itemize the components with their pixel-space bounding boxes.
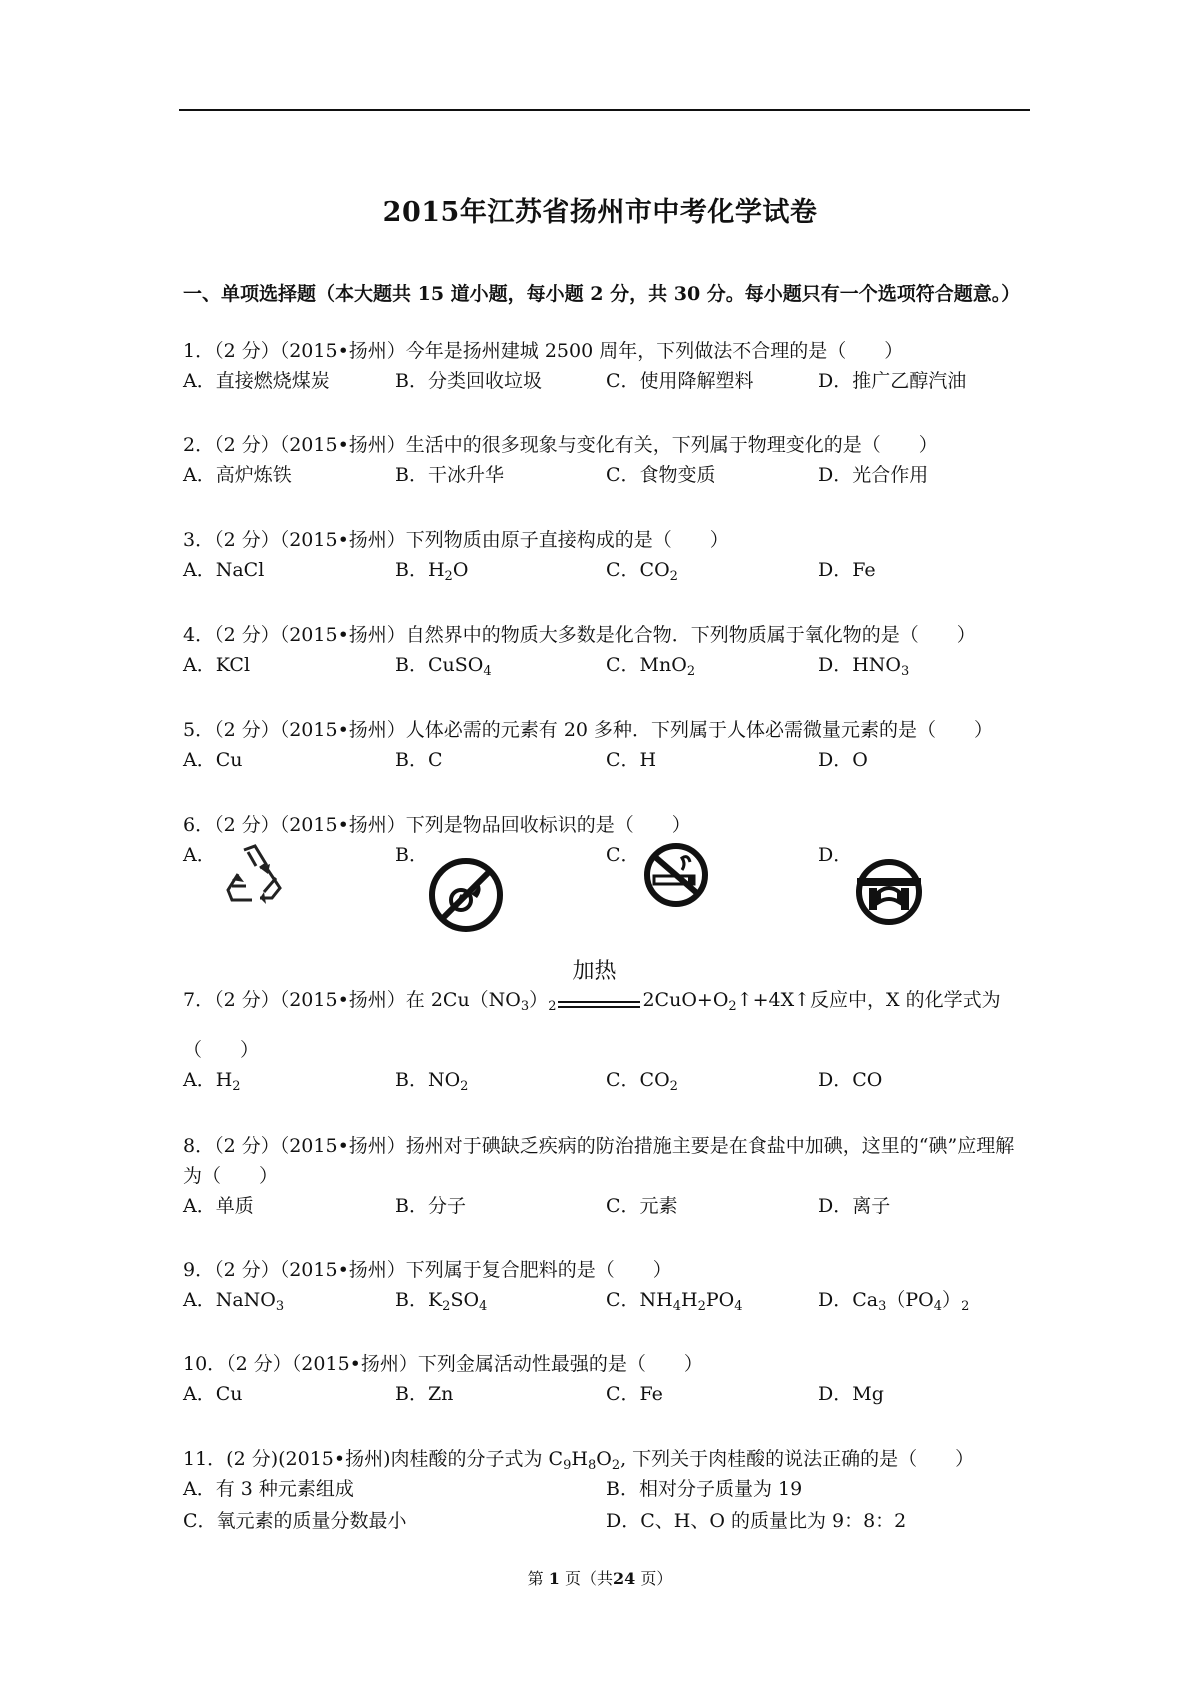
question-stem: 10．（2 分）（2015•扬州）下列金属活动性最强的是（ ） <box>183 1353 703 1375</box>
option-a[interactable]: A．KCl <box>183 654 251 676</box>
question-1 <box>183 336 1033 398</box>
question-stem: 1．（2 分）（2015•扬州）今年是扬州建城 2500 周年，下列做法不合理的是（ ） <box>183 340 904 362</box>
question-10 <box>183 1349 1033 1411</box>
option-b[interactable]: B．干冰升华 <box>395 464 504 486</box>
option-d[interactable]: D．$Ca_3(PO_4)_2$ <box>818 1289 970 1314</box>
answer-bracket: （ ） <box>183 1039 260 1061</box>
option-c[interactable]: C．氧元素的质量分数最小 <box>183 1510 407 1532</box>
option-d[interactable]: D．光合作用 <box>818 464 929 486</box>
question-stem: 2．（2 分）（2015•扬州）生活中的很多现象与变化有关，下列属于物理变化的是（ ） <box>183 434 938 456</box>
option-c[interactable]: C．元素 <box>606 1195 678 1217</box>
option-b[interactable]: B．分类回收垃圾 <box>395 370 542 392</box>
option-d[interactable]: D．Fe <box>818 559 876 581</box>
question-9 <box>183 1255 1033 1317</box>
option-a[interactable]: A．直接燃烧煤炭 <box>183 370 330 392</box>
option-b[interactable]: B．相对分子质量为 19 <box>606 1478 803 1500</box>
question-3 <box>183 525 1033 587</box>
option-c[interactable]: C．Fe <box>606 1383 663 1405</box>
question-stem: 5．（2 分）（2015•扬州）人体必需的元素有 20 多种．下列属于人体必需微量元素的是（ ） <box>183 719 994 741</box>
option-b[interactable]: B．$NO_2$ <box>395 1069 469 1094</box>
option-a[interactable]: A．Cu <box>183 1383 243 1405</box>
question-2 <box>183 430 1033 492</box>
option-b[interactable]: B．Zn <box>395 1383 454 1405</box>
option-c[interactable]: C．H <box>606 749 657 771</box>
option-a[interactable]: A．NaCl <box>183 559 265 581</box>
option-b[interactable]: B．分子 <box>395 1195 466 1217</box>
option-b[interactable]: B．C <box>395 749 443 771</box>
question-5 <box>183 715 1033 777</box>
option-c[interactable]: C．$CO_2$ <box>606 559 678 584</box>
question-stem: 4．（2 分）（2015•扬州）自然界中的物质大多数是化合物．下列物质属于氧化物的是（ ） <box>183 624 976 646</box>
option-d[interactable]: D．O <box>818 749 868 771</box>
question-4 <box>183 620 1033 682</box>
option-b[interactable]: B． <box>395 844 428 866</box>
question-stem: 3．（2 分）（2015•扬州）下列物质由原子直接构成的是（ ） <box>183 529 729 551</box>
water-saving-icon[interactable] <box>851 858 927 926</box>
page-title: 2015年江苏省扬州市中考化学试卷 <box>382 197 818 228</box>
option-d[interactable]: D．CO <box>818 1069 883 1091</box>
option-a[interactable]: A．有 3 种元素组成 <box>183 1478 354 1500</box>
option-d[interactable]: D．推广乙醇汽油 <box>818 370 967 392</box>
option-a[interactable]: A．$H_2$ <box>183 1069 241 1094</box>
question-7 <box>183 959 1033 1097</box>
option-c[interactable]: C．食物变质 <box>606 464 716 486</box>
question-stem: 7．（2 分）（2015•扬州）在 $2Cu(NO_3)_2$ 加热 $2CuO+O_2↑+4X↑$反应中，X 的化学式为 <box>183 959 1001 1014</box>
option-c[interactable]: C．$NH_4H_2PO_4$ <box>606 1289 743 1314</box>
page-total: 24 <box>612 1569 636 1588</box>
no-fire-icon[interactable] <box>427 856 505 934</box>
option-c[interactable]: C． <box>606 844 640 866</box>
option-c[interactable]: C．$CO_2$ <box>606 1069 678 1094</box>
question-stem: 6．（2 分）（2015•扬州）下列是物品回收标识的是（ ） <box>183 814 691 836</box>
option-d[interactable]: D．$HNO_3$ <box>818 654 910 679</box>
option-a[interactable]: A． <box>183 844 216 866</box>
question-stem: 9．（2 分）（2015•扬州）下列属于复合肥料的是（ ） <box>183 1259 672 1281</box>
question-stem: 8．（2 分）（2015•扬州）扬州对于碘缺乏疾病的防治措施主要是在食盐中加碘，这里的“碘”应理解为（ ） <box>183 1135 1015 1187</box>
option-a[interactable]: A．高炉炼铁 <box>183 464 292 486</box>
option-d[interactable]: D． <box>818 844 853 866</box>
page-number: 1 <box>548 1569 560 1588</box>
recycle-icon[interactable] <box>220 842 290 906</box>
option-c[interactable]: C．使用降解塑料 <box>606 370 754 392</box>
option-a[interactable]: A．单质 <box>183 1195 254 1217</box>
reaction-condition: 加热 <box>556 985 642 1015</box>
option-a[interactable]: A．Cu <box>183 749 243 771</box>
option-b[interactable]: B．CuSO$_4$ <box>395 654 492 679</box>
question-stem: 11．(2 分)(2015•扬州)肉桂酸的分子式为 $C_9H_8O_2$, 下列关于肉桂酸的说法正确的是（ ） <box>183 1448 975 1473</box>
option-b[interactable]: B．$K_2SO_4$ <box>395 1289 488 1314</box>
option-b[interactable]: B．$H_2O$ <box>395 559 469 584</box>
page-footer: 第 1 页（共24 页） <box>527 1569 673 1588</box>
no-smoking-icon[interactable] <box>640 842 712 908</box>
header-rule <box>179 109 1030 111</box>
option-a[interactable]: A．NaNO$_3$ <box>183 1289 285 1314</box>
option-c[interactable]: C．MnO$_2$ <box>606 654 696 679</box>
question-8 <box>183 1131 1033 1223</box>
option-d[interactable]: D．离子 <box>818 1195 891 1217</box>
section-heading: 一、单项选择题（本大题共 15 道小题，每小题 2 分，共 30 分。每小题只有一个选项符合题意。） <box>183 283 1021 305</box>
question-11 <box>183 1444 1033 1538</box>
option-d[interactable]: D．Mg <box>818 1383 884 1405</box>
option-d[interactable]: D．C、H、O 的质量比为 9：8：2 <box>606 1510 907 1532</box>
